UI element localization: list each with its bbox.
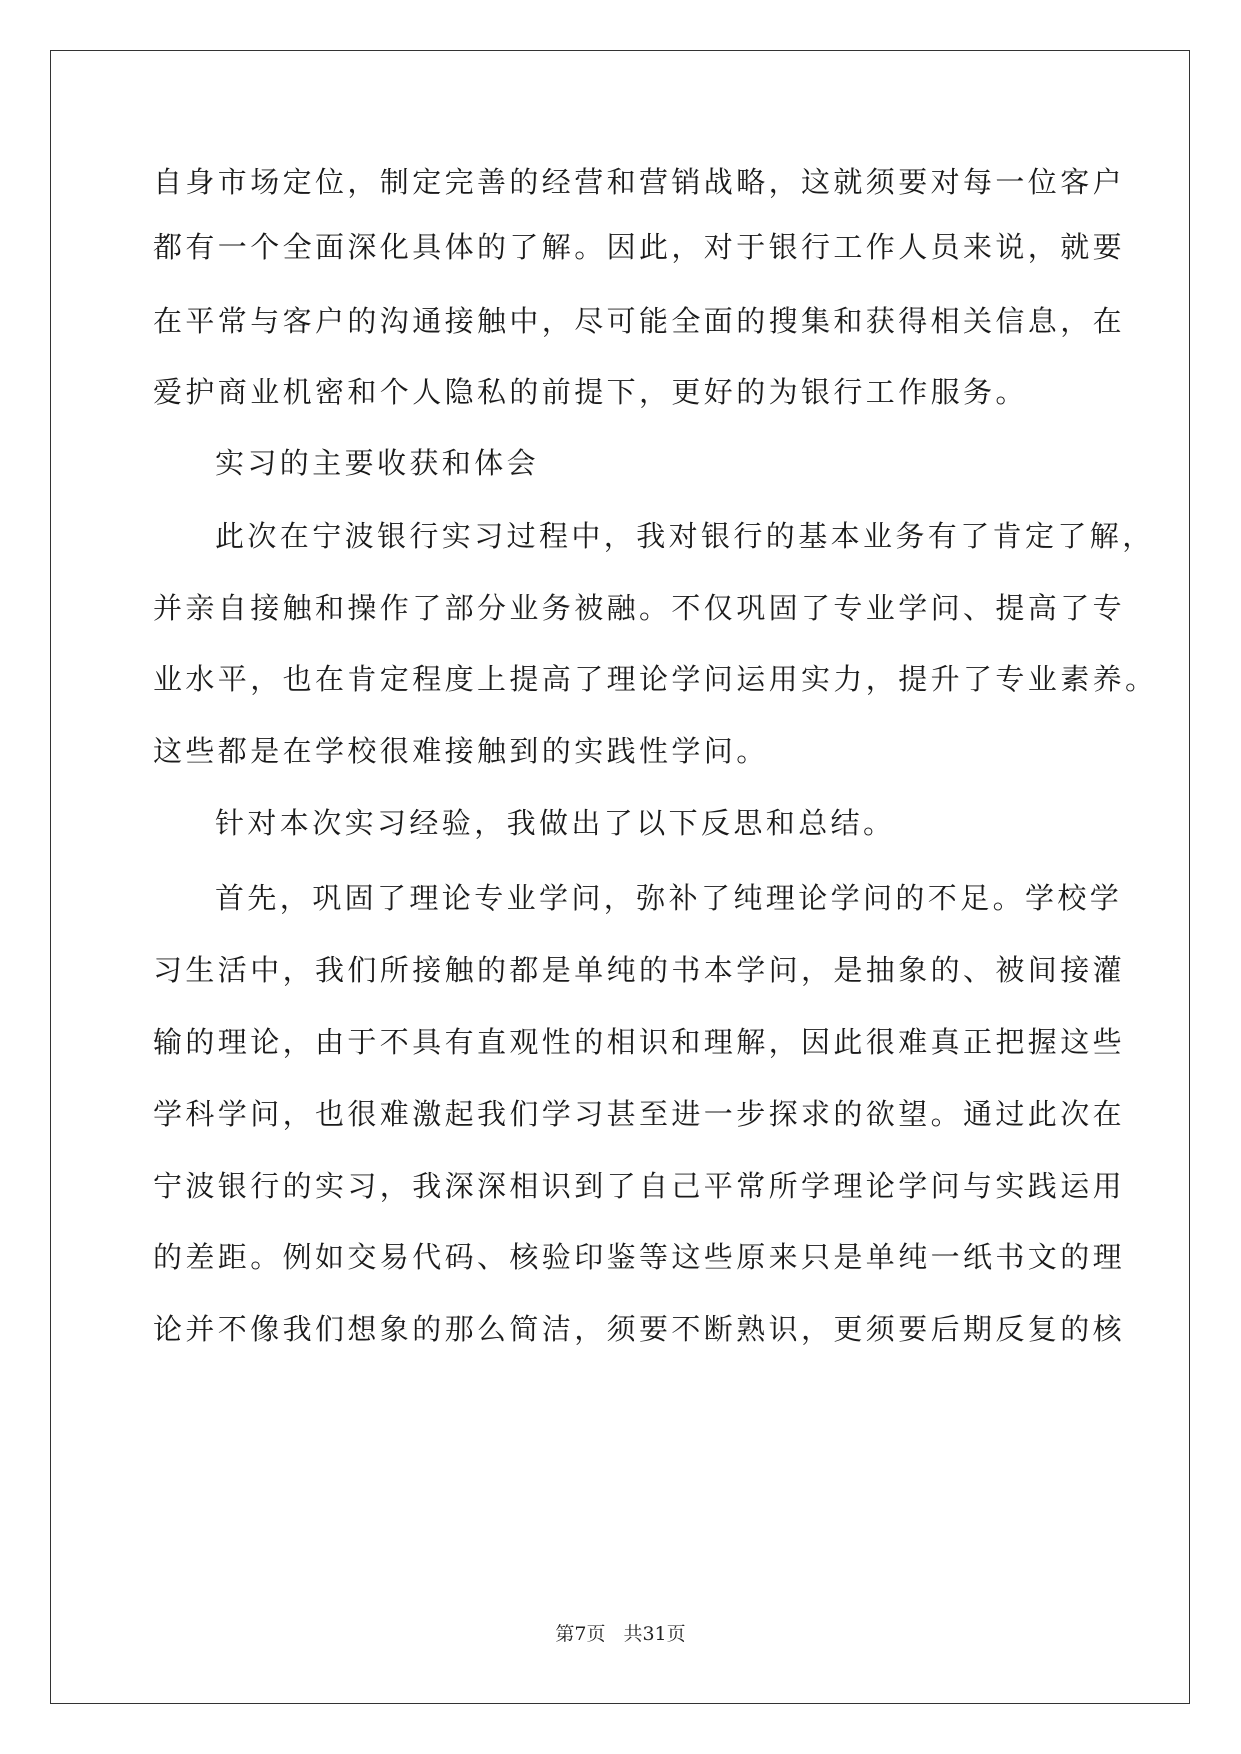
page-footer bbox=[0, 1622, 1241, 1646]
body-text-line: 学科学问，也很难激起我们学习甚至进一步探求的欲望。通过此次在 bbox=[153, 1097, 1126, 1131]
body-text-line: 此次在宁波银行实习过程中，我对银行的基本业务有了肯定了解， bbox=[215, 519, 1155, 553]
body-text-line: 的差距。例如交易代码、核验印鉴等这些原来只是单纯一纸书文的理 bbox=[153, 1240, 1126, 1274]
body-text-line: 论并不像我们想象的那么简洁，须要不断熟识，更须要后期反复的核 bbox=[153, 1312, 1126, 1346]
page-total: 共31页 bbox=[623, 1623, 686, 1645]
body-text-line: 并亲自接触和操作了部分业务被融。不仅巩固了专业学问、提高了专 bbox=[153, 591, 1126, 625]
body-text-line: 习生活中，我们所接触的都是单纯的书本学问，是抽象的、被间接灌 bbox=[153, 953, 1126, 987]
body-text-line: 这些都是在学校很难接触到的实践性学问。 bbox=[153, 734, 769, 768]
page-border bbox=[50, 50, 1190, 1704]
body-text-line: 自身市场定位，制定完善的经营和营销战略，这就须要对每一位客户 bbox=[153, 165, 1126, 199]
body-text-line: 首先，巩固了理论专业学问，弥补了纯理论学问的不足。学校学 bbox=[215, 881, 1123, 915]
body-text-line: 针对本次实习经验，我做出了以下反思和总结。 bbox=[215, 806, 896, 840]
body-text-line: 爱护商业机密和个人隐私的前提下，更好的为银行工作服务。 bbox=[153, 375, 1028, 409]
body-text-line: 在平常与客户的沟通接触中，尽可能全面的搜集和获得相关信息，在 bbox=[153, 304, 1126, 338]
section-heading: 实习的主要收获和体会 bbox=[215, 446, 540, 480]
body-text-line: 宁波银行的实习，我深深相识到了自己平常所学理论学问与实践运用 bbox=[153, 1169, 1126, 1203]
page-number: 第7页 bbox=[555, 1623, 606, 1645]
body-text-line: 业水平，也在肯定程度上提高了理论学问运用实力，提升了专业素养。 bbox=[153, 662, 1158, 696]
body-text-line: 都有一个全面深化具体的了解。因此，对于银行工作人员来说，就要 bbox=[153, 230, 1126, 264]
body-text-line: 输的理论，由于不具有直观性的相识和理解，因此很难真正把握这些 bbox=[153, 1025, 1126, 1059]
